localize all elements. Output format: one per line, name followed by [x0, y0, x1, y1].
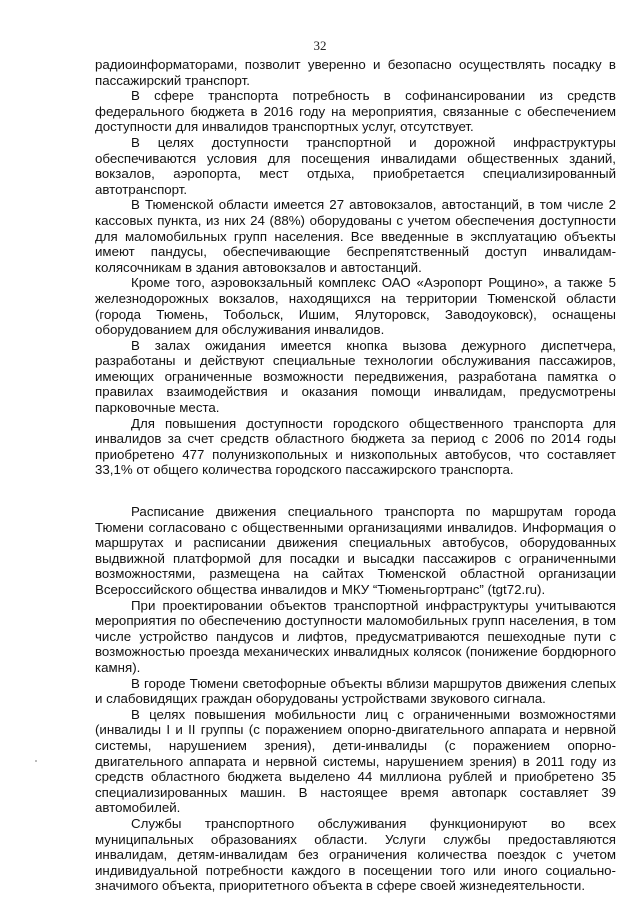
paragraph-federal-funding: В сфере транспорта потребность в софинансировании из средств федерального бюджета в 2016 году на мероприятия, связанные с обеспечением доступности для инвалидов транспортных услуг, отсутствует. [95, 88, 616, 135]
paragraph-infrastructure-design: При проектировании объектов транспортной инфраструктуры учитываются мероприятия по обеспечению доступности маломобильных групп населения, в том числе устройство пандусов и лифтов, предусматриваются пешеходные пути с возможностью проезда механических инвалидных колясок (понижение бордюрного камня). [95, 597, 616, 675]
paragraph-mobility-vehicles: В целях повышения мобильности лиц с ограниченными возможностями (инвалиды I и II группы (с поражением опорно-двигательного аппарата и нервной системы, нарушением зрения), дети-инвалиды (с поражением опорно-двигательного аппарата и нервной системы, нарушением зрения) в 2011 году из средств областного бюджета выделено 44 миллиона рублей и приобретено 35 специализированных машин. В настоящее время автопарк составляет 39 автомобилей. [95, 706, 616, 816]
paragraph-low-floor-buses: Для повышения доступности городского общественного транспорта для инвалидов за счет средств областного бюджета за период с 2006 по 2014 годы приобретено 477 полунизкопольных и низкопольных автобусов, что составляет 33,1% от общего количества городского пассажирского транспорта. [95, 415, 616, 478]
paragraph-gap [95, 478, 616, 504]
paragraph-bus-stations: В Тюменской области имеется 27 автовокзалов, автостанций, в том числе 2 кассовых пункта, из них 24 (88%) оборудованы с учетом обеспечения доступности для маломобильных групп населения. Все введенные в эксплуатацию объекты имеют пандусы, обеспечивающие беспрепятственный доступ инвалидам-колясочникам в здания автовокзалов и автостанций. [95, 197, 616, 275]
paragraph-continuation: радиоинформаторами, позволит уверенно и безопасно осуществлять посадку в пассажирский транспорт. [95, 57, 616, 88]
paragraph-traffic-lights: В городе Тюмени светофорные объекты вблизи маршрутов движения слепых и слабовидящих граждан оборудованы устройствами звукового сигнала. [95, 675, 616, 707]
scan-speck [35, 760, 37, 762]
paragraph-special-transport-schedule: Расписание движения специального транспорта по маршрутам города Тюмени согласовано с общественными организациями инвалидов. Информация о маршрутах и расписании движения специальных автобусов, оборудованных выдвижной платформой для посадки и высадки пассажиров с ограниченными возможностями, размещена на сайтах Тюменской областной организации Всероссийского общества инвалидов и МКУ “Тюменьгортранс” (tgt72.ru). [95, 504, 616, 597]
paragraph-waiting-rooms: В залах ожидания имеется кнопка вызова дежурного диспетчера, разработаны и действуют специальные технологии обслуживания пассажиров, имеющих ограниченные возможности передвижения, разработана памятка о правилах взаимодействия и оказания помощи инвалидам, предусмотрены парковочные места. [95, 337, 616, 416]
paragraph-airport-railway: Кроме того, аэровокзальный комплекс ОАО «Аэропорт Рощино», а также 5 железнодорожных вокзалов, находящихся на территории Тюменской области (города Тюмень, Тобольск, Ишим, Ялуторовск, Заводоуковск), оснащены оборудованием для обслуживания инвалидов. [95, 275, 616, 338]
document-body [95, 57, 616, 894]
paragraph-transport-services: Службы транспортного обслуживания функционируют во всех муниципальных образованиях области. Услуги службы предоставляются инвалидам, детям-инвалидам без ограничения количества поездок с учетом индивидуальной потребности каждого в посещении того или иного социально-значимого объекта, приоритетного объекта в сфере своей жизнедеятельности. [95, 815, 616, 894]
paragraph-infrastructure: В целях доступности транспортной и дорожной инфраструктуры обеспечиваются условия для посещения инвалидами общественных зданий, вокзалов, аэропорта, мест отдыха, приобретается специализированный автотранспорт. [95, 134, 616, 197]
page-number: 32 [313, 38, 327, 53]
